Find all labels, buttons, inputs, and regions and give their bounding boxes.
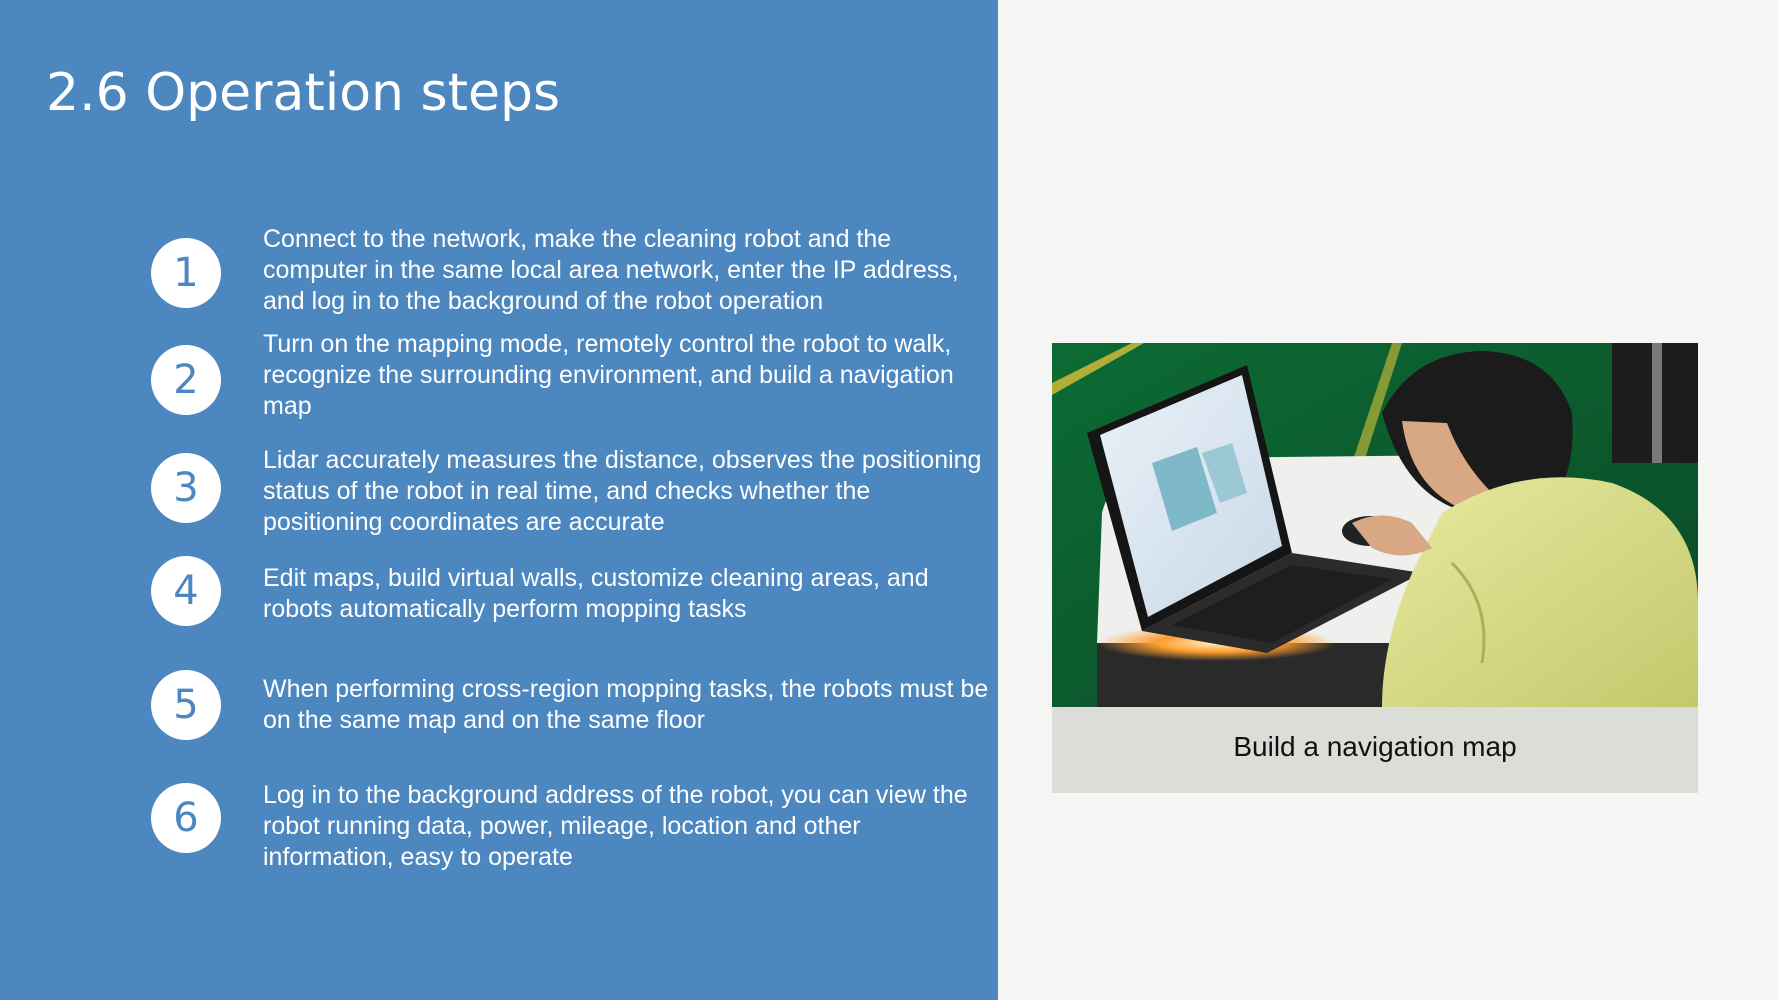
step-text: Connect to the network, make the cleaning robot and the computer in the same local area network, enter the IP address, and log in to the background of the robot operation [263, 225, 959, 315]
photo-card [1052, 343, 1698, 793]
step-number-badge: 5 [151, 670, 221, 740]
step-text: When performing cross-region mopping tasks, the robots must be on the same map and on the same floor [263, 675, 989, 734]
photo-illustration [1052, 343, 1698, 707]
step-number-badge: 4 [151, 556, 221, 626]
step-number-badge: 3 [151, 453, 221, 523]
page-title: 2.6 Operation steps [46, 63, 561, 123]
step-text: Lidar accurately measures the distance, observes the positioning status of the robot in real time, and checks whether the positioning coordinates are accurate [263, 446, 982, 536]
step-number-badge: 6 [151, 783, 221, 853]
step-number-badge: 2 [151, 345, 221, 415]
caption-bar [1052, 707, 1698, 793]
step-number-badge: 1 [151, 238, 221, 308]
step-text: Turn on the mapping mode, remotely control the robot to walk, recognize the surrounding environment, and build a navigation map [263, 330, 954, 420]
navigation-map-photo [1052, 343, 1698, 707]
figure-caption: Build a navigation map [1233, 731, 1517, 762]
step-text: Edit maps, build virtual walls, customize cleaning areas, and robots automatically perform mopping tasks [263, 564, 929, 623]
step-text: Log in to the background address of the robot, you can view the robot running data, power, mileage, location and other information, easy to operate [263, 781, 968, 871]
